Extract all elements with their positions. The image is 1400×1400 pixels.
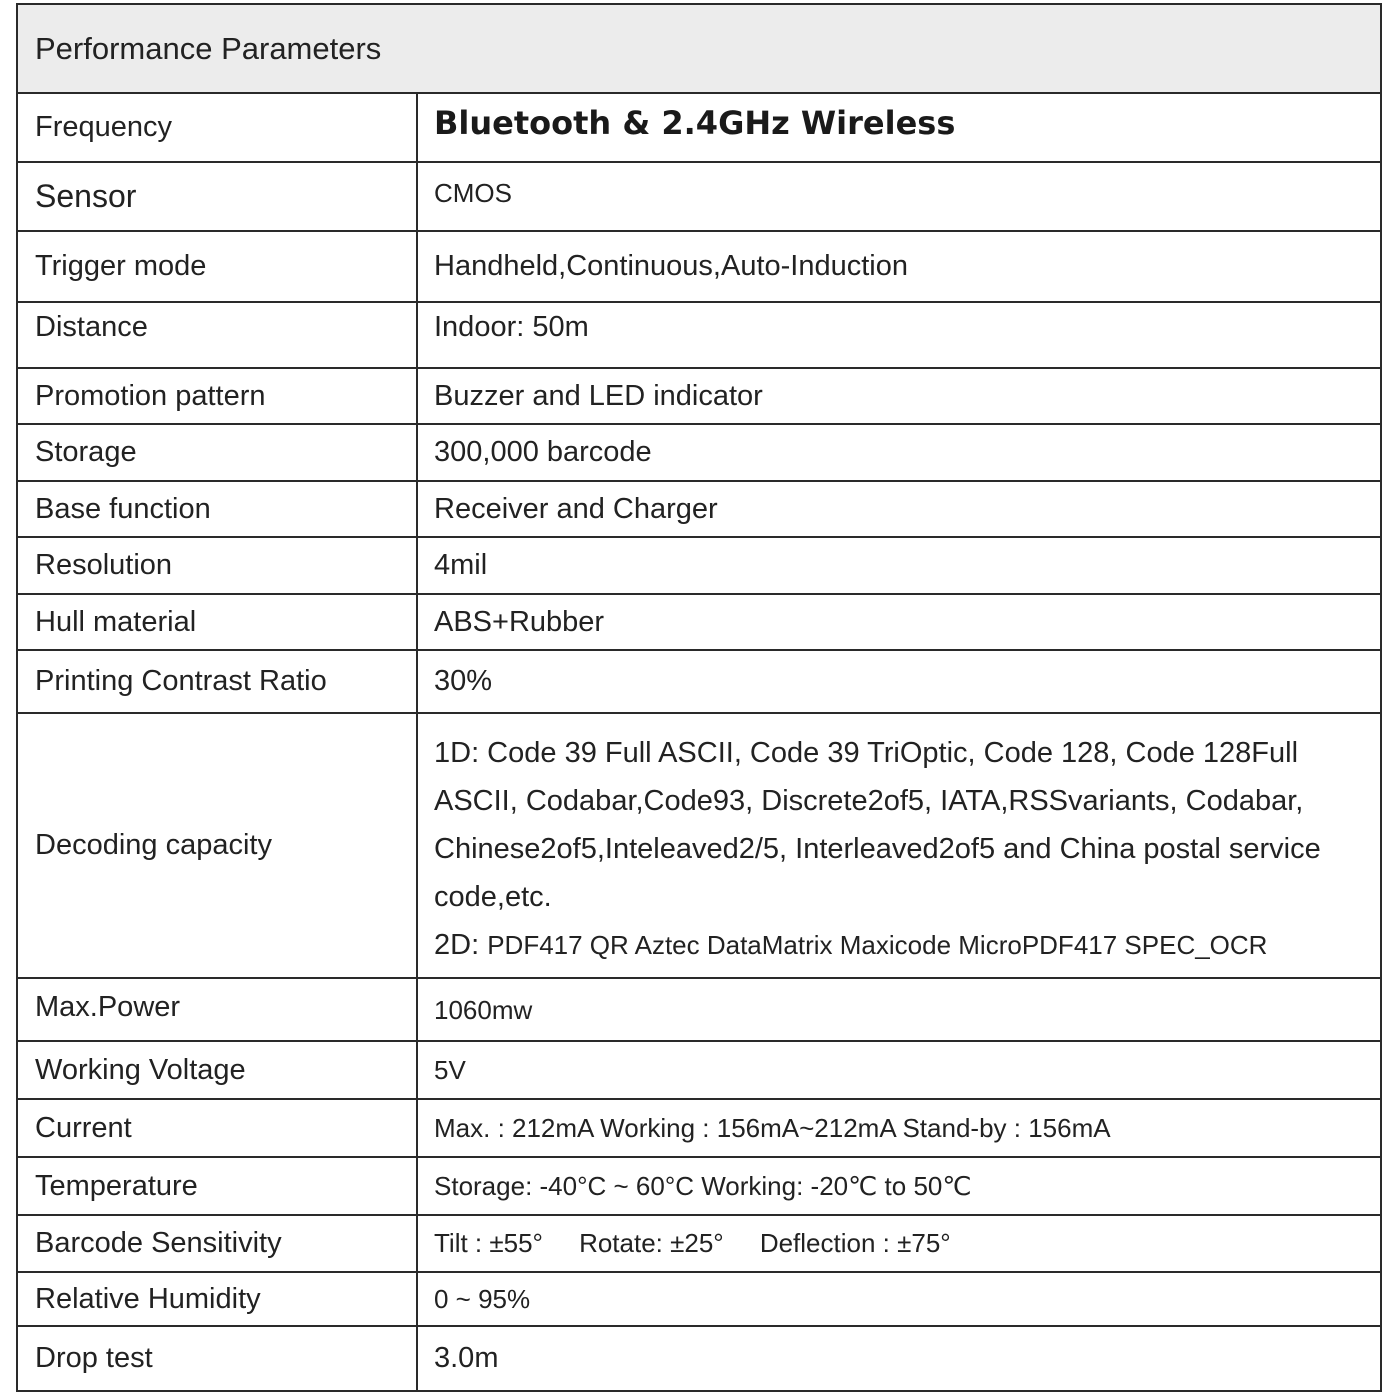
row-value: Bluetooth & 2.4GHz Wireless [434,104,956,142]
row-value: Indoor: 50m [434,311,589,343]
decoding-2d-prefix: 2D: [434,929,480,961]
row-label: Relative Humidity [18,1273,418,1325]
row-value: 3.0m [434,1342,499,1374]
row-label: Hull material [18,595,418,649]
table-row [18,714,1380,979]
row-value: Buzzer and LED indicator [434,379,763,412]
table-row [18,232,1380,303]
table-row [18,1327,1380,1390]
table-header: Performance Parameters [18,5,1380,94]
row-value: 4mil [434,549,488,581]
row-label: Temperature [18,1158,418,1214]
decoding-capacity-value [418,714,1380,977]
decoding-2d-line [434,921,1360,969]
table-row [18,369,1380,425]
table-row [18,94,1380,163]
table-row [18,651,1380,714]
table-row [18,1216,1380,1273]
row-label: Base function [18,482,418,536]
row-label: Distance [18,303,418,367]
row-value: 5V [434,1054,466,1085]
row-value: 30% [434,665,493,697]
table-row [18,1042,1380,1100]
table-row [18,595,1380,651]
row-label: Decoding capacity [18,714,418,977]
row-value: 0 ~ 95% [434,1283,531,1314]
row-value: Max. : 212mA Working : 156mA~212mA Stand-by : 156mA [434,1112,1111,1143]
row-label: Resolution [18,538,418,593]
table-row [18,425,1380,482]
table-row [18,1100,1380,1158]
table-row [18,163,1380,232]
row-label: Working Voltage [18,1042,418,1098]
row-value: Tilt : ±55° Rotate: ±25° Deflection : ±75° [434,1228,951,1258]
table-row [18,1158,1380,1216]
row-value: Receiver and Charger [434,492,718,525]
row-label: Trigger mode [18,232,418,301]
row-label: Promotion pattern [18,369,418,423]
row-value: CMOS [434,178,512,208]
row-label: Drop test [18,1327,418,1390]
row-label: Current [18,1100,418,1156]
performance-parameters-table [16,3,1382,1392]
table-row [18,303,1380,369]
decoding-2d-list: PDF417 QR Aztec DataMatrix Maxicode MicroPDF417 SPEC_OCR [487,930,1268,960]
row-label: Frequency [18,94,418,161]
decoding-1d-text: 1D: Code 39 Full ASCII, Code 39 TriOptic, Code 128, Code 128Full ASCII, Codabar,Code93, Discrete2of5, IATA,RSSvariants, Codabar, Chinese2of5,Inteleaved2/5, Interleaved2of5 and China postal service code,etc. [434,737,1321,913]
row-label: Max.Power [18,979,418,1040]
row-value: Storage: -40°C ~ 60°C Working: -20℃ to 50℃ [434,1170,972,1201]
table-row [18,979,1380,1042]
row-value: 300,000 barcode [434,436,652,468]
row-value: 1060mw [434,995,533,1025]
row-label: Storage [18,425,418,480]
table-row [18,538,1380,595]
row-label: Sensor [18,163,418,230]
table-row [18,482,1380,538]
row-value: ABS+Rubber [434,605,605,638]
row-label: Printing Contrast Ratio [18,651,418,712]
row-label: Barcode Sensitivity [18,1216,418,1271]
table-row [18,1273,1380,1327]
row-value: Handheld,Continuous,Auto-Induction [434,250,908,282]
